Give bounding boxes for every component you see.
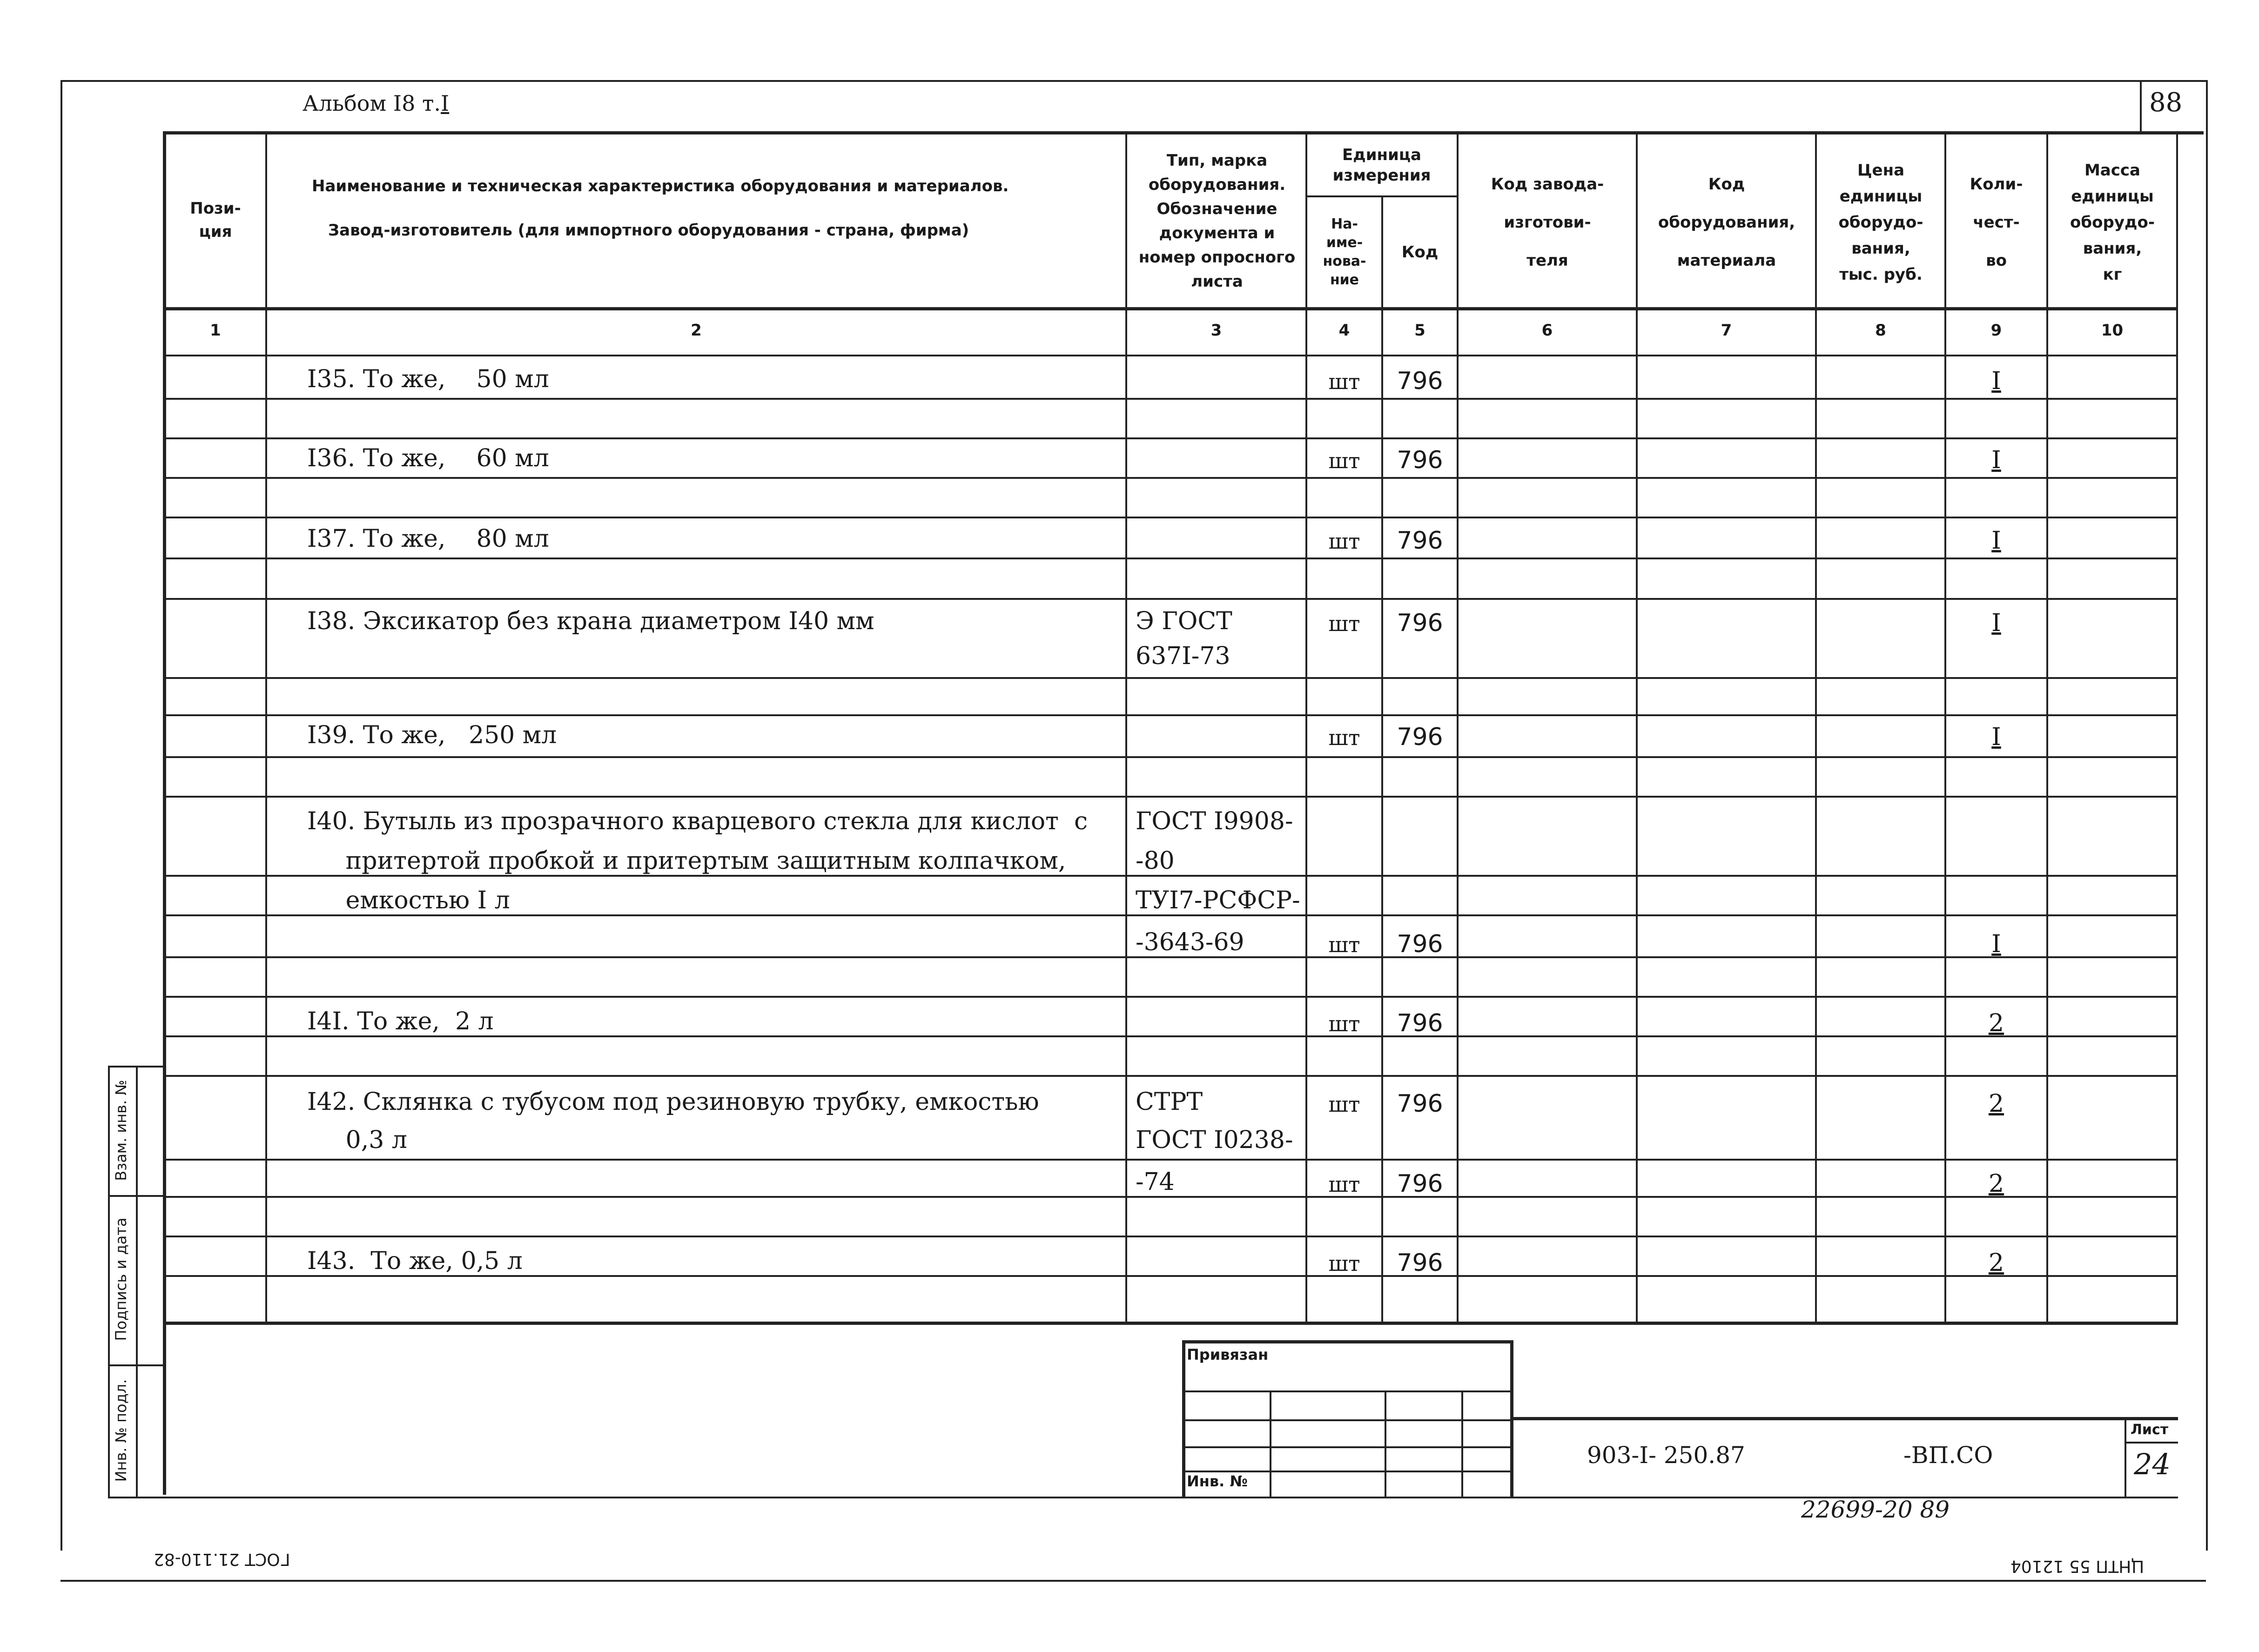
row-separator — [165, 1159, 2176, 1161]
col-number: 10 — [2101, 321, 2124, 340]
row-name: I39. То же, 250 мл — [307, 721, 557, 749]
col-number: 8 — [1875, 321, 1886, 340]
row-qty: I — [1991, 527, 2001, 555]
row-separator — [165, 598, 2176, 600]
sheet-box-left — [2125, 1417, 2126, 1498]
col-header-equipment-code: Код оборудования, материала — [1658, 175, 1795, 270]
row-qty: I — [1991, 723, 2001, 751]
col-header-price: Цена единицы оборудо- вания, тыс. руб. — [1838, 161, 1923, 284]
col-header-unit-name: На- име- нова- ние — [1323, 216, 1366, 288]
row-qty: I — [1991, 446, 2001, 474]
row-unit: шт — [1328, 1172, 1360, 1197]
cntp-mirrored: ЦНТП 55 12104 — [2010, 1557, 2145, 1576]
row-unit-code: 796 — [1397, 1009, 1443, 1037]
col-header-name-2: Завод-изготовитель (для импортного оборудования - страна, фирма) — [328, 221, 969, 240]
col-line-2 — [1125, 131, 1127, 1323]
table-top — [163, 131, 2204, 134]
col-header-unit-code: Код — [1401, 243, 1439, 262]
col-number: 1 — [210, 321, 221, 340]
stamp-col — [1385, 1391, 1386, 1498]
row-type: СТРТ — [1136, 1088, 1203, 1116]
row-unit-code: 796 — [1397, 1170, 1443, 1198]
sheet-box-line — [2125, 1442, 2178, 1444]
col-number: 5 — [1414, 321, 1425, 340]
row-separator — [165, 1075, 2176, 1077]
row-separator — [165, 1236, 2176, 1237]
col-line-5 — [1457, 131, 1459, 1323]
col-line-6 — [1636, 131, 1638, 1323]
side-label-sign-date: Подпись и дата — [112, 1217, 130, 1341]
col-line-1 — [265, 131, 267, 1323]
row-name: I36. То же, 60 мл — [307, 444, 549, 472]
row-type: -80 — [1136, 847, 1175, 875]
row-unit-code: 796 — [1397, 527, 1443, 555]
col-number: 3 — [1210, 321, 1222, 340]
side-label-vzam: Взам. инв. № — [112, 1080, 130, 1181]
row-separator — [165, 914, 2176, 916]
row-separator — [165, 1196, 2176, 1198]
col-header-factory-code: Код завода- изготови- теля — [1491, 175, 1604, 270]
row-type: Э ГОСТ — [1136, 607, 1232, 635]
archive-number: 22699-20 89 — [1801, 1496, 1950, 1523]
row-unit: шт — [1328, 1092, 1360, 1117]
row-name: I37. То же, 80 мл — [307, 525, 549, 553]
row-unit-code: 796 — [1397, 723, 1443, 751]
stamp-col — [1461, 1391, 1463, 1498]
corner-box-left — [2140, 80, 2142, 134]
side-strip-left — [108, 1066, 110, 1498]
row-name: I40. Бутыль из прозрачного кварцевого стекла для кислот с — [307, 807, 1088, 835]
doc-suffix: -ВП.СО — [1903, 1442, 1993, 1469]
side-label-inv: Инв. № подл. — [112, 1379, 130, 1482]
colnum-bottom — [163, 355, 2178, 356]
row-separator — [165, 875, 2176, 877]
gost-mirrored: ГОСТ 21.110-82 — [154, 1550, 290, 1569]
row-unit-code: 796 — [1397, 446, 1443, 474]
col-number: 9 — [1990, 321, 2002, 340]
stamp-privyazan: Привязан — [1187, 1346, 1269, 1363]
stamp-inv-no: Инв. № — [1187, 1472, 1248, 1490]
side-strip-inner — [136, 1066, 138, 1498]
row-type: ГОСТ I9908- — [1136, 807, 1293, 835]
row-unit: шт — [1328, 1011, 1360, 1036]
header-bottom — [163, 307, 2178, 310]
row-type: 637I-73 — [1136, 642, 1230, 670]
col-number: 7 — [1721, 321, 1732, 340]
row-separator — [165, 796, 2176, 798]
row-separator — [165, 677, 2176, 679]
col-number: 2 — [691, 321, 702, 340]
col-header-type: Тип, марка оборудования. Обозначение документа и номер опросного листа — [1138, 151, 1296, 291]
col-line-4 — [1381, 195, 1383, 1323]
col-header-qty: Коли- чест- во — [1970, 175, 2023, 270]
row-name: I43. То же, 0,5 л — [307, 1247, 523, 1275]
row-type: -3643-69 — [1136, 928, 1244, 956]
row-separator — [165, 1035, 2176, 1037]
frame-top — [61, 80, 2208, 82]
col-header-unit: Единица измерения — [1332, 146, 1431, 185]
row-qty: I — [1991, 609, 2001, 637]
row-unit-code: 796 — [1397, 367, 1443, 395]
row-unit-code: 796 — [1397, 930, 1443, 958]
row-separator — [165, 398, 2176, 400]
title-block-top — [1513, 1417, 2178, 1420]
row-unit: шт — [1328, 611, 1360, 636]
row-qty: I — [1991, 367, 2001, 395]
row-unit: шт — [1328, 932, 1360, 957]
frame-left-outer — [61, 80, 62, 1551]
row-separator — [165, 477, 2176, 479]
table-bottom — [163, 1322, 2178, 1325]
col-number: 4 — [1338, 321, 1350, 340]
frame-right — [2206, 80, 2208, 1551]
frame-bottom-thin — [61, 1580, 2206, 1582]
row-unit: шт — [1328, 369, 1360, 394]
col-header-mass: Масса единицы оборудо- вания, кг — [2070, 161, 2155, 284]
sheet-label: Лист — [2131, 1422, 2169, 1438]
row-unit: шт — [1328, 448, 1360, 473]
row-name: 0,3 л — [307, 1126, 407, 1154]
row-name: I38. Эксикатор без крана диаметром I40 мм — [307, 607, 874, 635]
row-name: I35. То же, 50 мл — [307, 365, 549, 393]
col-header-name-1: Наименование и техническая характеристика оборудования и материалов. — [312, 177, 1009, 195]
row-type: ТУI7-РСФСР- — [1136, 886, 1300, 914]
row-unit: шт — [1328, 725, 1360, 750]
row-name: I4I. То же, 2 л — [307, 1007, 494, 1035]
row-separator — [165, 1275, 2176, 1277]
col-line-9 — [2046, 131, 2048, 1323]
row-unit-code: 796 — [1397, 609, 1443, 637]
row-qty: 2 — [1988, 1009, 2004, 1037]
row-name: емкостью I л — [307, 886, 510, 914]
album-label: Альбом I8 т.I — [303, 91, 450, 116]
row-type: ГОСТ I0238- — [1136, 1126, 1293, 1154]
row-separator — [165, 714, 2176, 716]
row-separator — [165, 437, 2176, 439]
doc-code: 903-I- 250.87 — [1587, 1442, 1745, 1469]
row-qty: I — [1991, 930, 2001, 958]
row-separator — [165, 557, 2176, 559]
row-separator — [165, 517, 2176, 518]
row-unit: шт — [1328, 1251, 1360, 1276]
row-name: притертой пробкой и притертым защитным колпачком, — [307, 847, 1066, 875]
row-unit: шт — [1328, 529, 1360, 554]
row-type: -74 — [1136, 1168, 1175, 1196]
row-unit-code: 796 — [1397, 1090, 1443, 1118]
stamp-box-top — [1182, 1340, 1513, 1343]
corner-page-number: 88 — [2149, 87, 2183, 118]
col-header-pos: Пози- ция — [190, 199, 241, 241]
row-separator — [165, 956, 2176, 958]
col-number: 6 — [1541, 321, 1553, 340]
row-qty: 2 — [1988, 1090, 2004, 1118]
col-line-7 — [1815, 131, 1817, 1323]
row-qty: 2 — [1988, 1249, 2004, 1277]
col-line-0 — [163, 131, 166, 1495]
row-name: I42. Склянка с тубусом под резиновую трубку, емкостью — [307, 1088, 1039, 1116]
col-line-10 — [2176, 131, 2178, 1323]
row-separator — [165, 996, 2176, 998]
sheet-number: 24 — [2134, 1447, 2171, 1481]
row-separator — [165, 756, 2176, 758]
stamp-col — [1270, 1391, 1271, 1498]
row-unit-code: 796 — [1397, 1249, 1443, 1277]
row-qty: 2 — [1988, 1170, 2004, 1198]
